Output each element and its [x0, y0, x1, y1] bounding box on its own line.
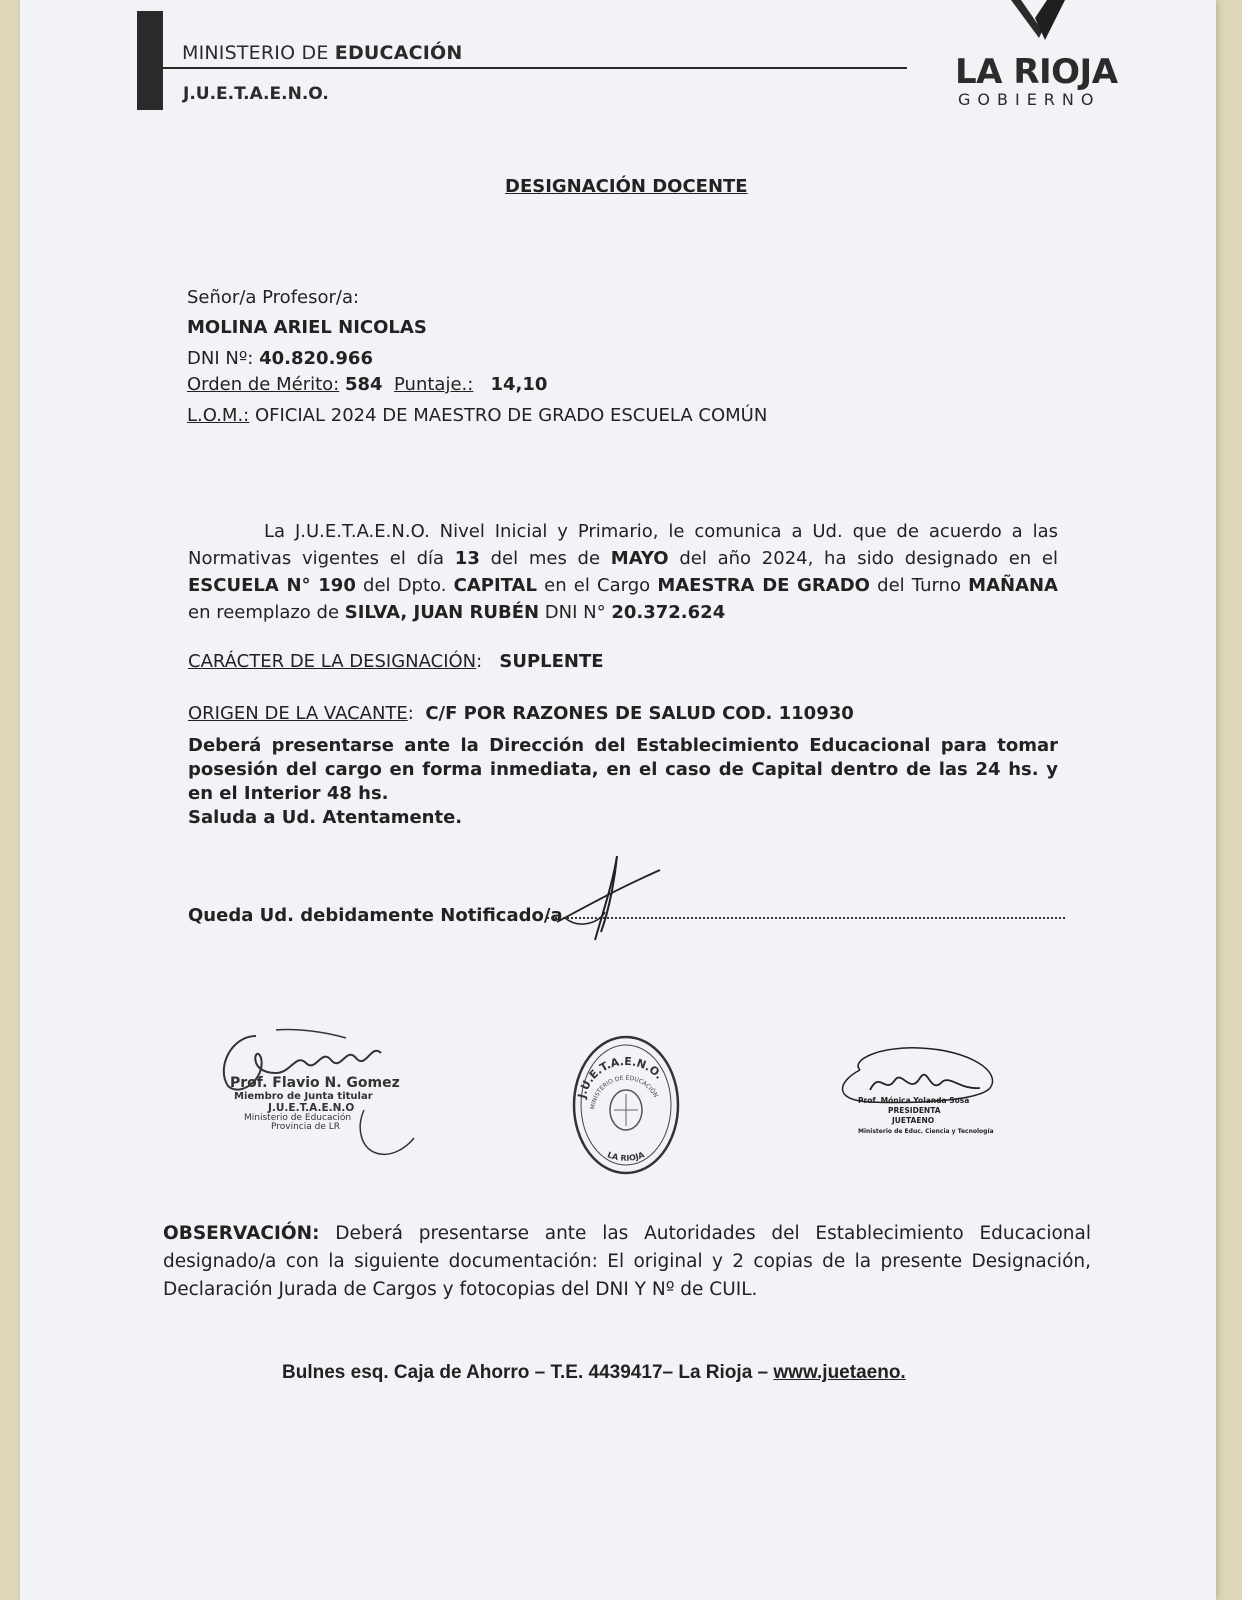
month-value: MAYO — [610, 548, 669, 569]
lom-value: OFICIAL 2024 DE MAESTRO DE GRADO ESCUELA COMÚN — [254, 405, 768, 426]
orden-value: 584 — [344, 374, 383, 395]
position-value: MAESTRA DE GRADO — [657, 575, 870, 596]
left-signer-ministry: Ministerio de Educación — [244, 1113, 352, 1123]
observation-text: Deberá presentarse ante las Autoridades del Establecimiento Educacional designado/a con la siguiente documentación: El original y 2 copias de la presente Designación, Declaración Jurada de Cargos y fotocopias del DNI Y Nº de CUIL. — [163, 1223, 1091, 1300]
svg-text:J.U.E.T.A.E.N.O.: J.U.E.T.A.E.N.O. — [575, 1054, 666, 1100]
lom-line — [187, 405, 767, 426]
observation-paragraph — [163, 1220, 1091, 1304]
puntaje-label: Puntaje.: — [394, 374, 474, 395]
caracter-label: CARÁCTER DE LA DESIGNACIÓN — [188, 651, 477, 672]
replacement-name: SILVA, JUAN RUBÉN — [344, 602, 540, 623]
logo-title: LA RIOJA — [955, 52, 1118, 92]
header-rule — [163, 67, 907, 69]
dni-value: 40.820.966 — [259, 348, 373, 369]
origen-value: C/F POR RAZONES DE SALUD COD. 110930 — [425, 703, 854, 724]
merit-line — [187, 374, 547, 395]
right-signer-org: JUETAENO — [892, 1116, 935, 1125]
right-signer-ministry: Ministerio de Educ. Ciencia y Tecnología — [858, 1128, 994, 1135]
origen-line: ORIGEN DE LA VACANTE: C/F POR RAZONES DE SALUD COD. 110930 — [188, 703, 854, 724]
designation-paragraph: La J.U.E.T.A.E.N.O. Nivel Inicial y Primario, le comunica a Ud. que de acuerdo a las Normativas vigentes el día 13 del mes de MAYO del año 2024, ha sido designado en el ESCUELA N° 190 del Dpto. CAPITAL en el Cargo MAESTRA DE GRADO del Turno MAÑANA en reemplazo de SILVA, JUAN RUBÉN DNI N° 20.372.624 — [188, 521, 1058, 623]
school-value: ESCUELA N° 190 — [188, 575, 356, 596]
recipient-signature-icon — [555, 852, 665, 942]
observation-label: OBSERVACIÓN: — [163, 1223, 320, 1244]
teacher-name: MOLINA ARIEL NICOLAS — [187, 317, 427, 338]
header-bar — [137, 11, 163, 110]
ministry-name: MINISTERIO DE EDUCACIÓN — [182, 42, 463, 64]
greeting: Saluda a Ud. Atentamente. — [188, 807, 463, 828]
document-title: DESIGNACIÓN DOCENTE — [505, 176, 748, 197]
la-rioja-logo-icon — [1005, 0, 1075, 50]
left-signer-role: Miembro de Junta titular — [234, 1091, 373, 1102]
signature-left — [216, 1028, 436, 1158]
caracter-line: CARÁCTER DE LA DESIGNACIÓN: SUPLENTE — [188, 651, 604, 672]
left-signer-name: Prof. Flavio N. Gomez — [230, 1075, 400, 1091]
right-signer-name: Prof. Mónica Yolanda Sosa — [858, 1096, 970, 1105]
right-signer-role: PRESIDENTA — [888, 1106, 941, 1115]
svg-text:LA RIOJA: LA RIOJA — [606, 1150, 646, 1163]
puntaje-value: 14,10 — [490, 374, 548, 395]
dni-label: DNI Nº: — [187, 348, 254, 369]
left-signer-org: J.U.E.T.A.E.N.O — [268, 1102, 355, 1114]
notified-label: Queda Ud. debidamente Notificado/a — [188, 905, 563, 926]
website-link[interactable]: www.juetaeno. — [773, 1362, 906, 1383]
signature-right — [830, 1040, 1020, 1170]
dni-line — [187, 348, 373, 369]
signature-flourish-icon — [356, 1108, 416, 1158]
day-value: 13 — [454, 548, 480, 569]
department-value: CAPITAL — [453, 575, 537, 596]
logo-subtitle: GOBIERNO — [958, 90, 1101, 109]
organization-name: J.U.E.T.A.E.N.O. — [183, 84, 329, 104]
footer-address: Bulnes esq. Caja de Ahorro – T.E. 4439417– La Rioja – www.juetaeno. — [282, 1362, 906, 1383]
origen-label: ORIGEN DE LA VACANTE — [188, 703, 408, 724]
replacement-dni: 20.372.624 — [611, 602, 726, 623]
instruction-text: Deberá presentarse ante la Dirección del Establecimiento Educacional para tomar posesión del cargo en forma inmediata, en el caso de Capital dentro de las 24 hs. y en el Interior 48 hs. — [188, 735, 1058, 804]
shift-value: MAÑANA — [968, 575, 1058, 596]
caracter-value: SUPLENTE — [499, 651, 604, 672]
salutation: Señor/a Profesor/a: — [187, 287, 360, 308]
orden-label: Orden de Mérito: — [187, 374, 340, 395]
official-seal-icon — [566, 1030, 686, 1180]
left-signer-province: Provincia de LR — [271, 1122, 341, 1132]
svg-text:MINISTERIO DE EDUCACIÓN: MINISTERIO DE EDUCACIÓN — [589, 1074, 660, 1110]
lom-label: L.O.M.: — [187, 405, 250, 426]
